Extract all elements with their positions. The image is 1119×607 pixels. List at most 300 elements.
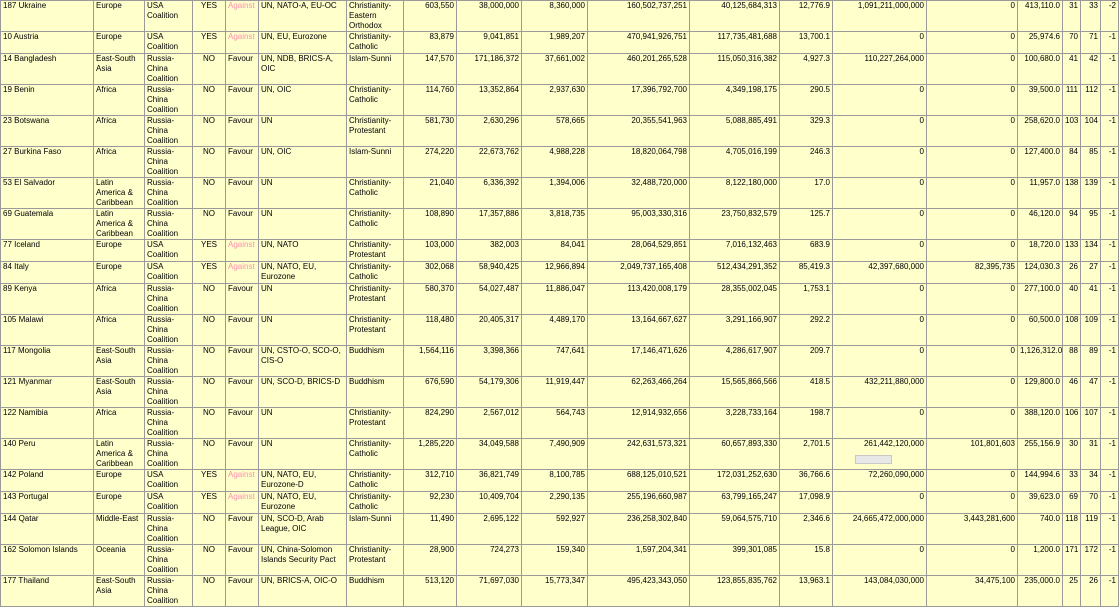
cell-region[interactable]: Europe [94, 470, 145, 492]
cell-region[interactable]: Africa [94, 408, 145, 439]
cell-rank-b[interactable]: 89 [1081, 346, 1101, 377]
cell-un-vote[interactable]: YES [193, 470, 226, 492]
cell-gdp-c[interactable]: 117,735,481,688 [690, 32, 780, 54]
cell-coalition[interactable]: Russia-China Coalition [145, 54, 193, 85]
cell-metric-g[interactable]: 127,400.0 [1018, 147, 1063, 178]
cell-metric-g[interactable]: 18,720.0 [1018, 240, 1063, 262]
cell-population[interactable]: 171,186,372 [457, 54, 522, 85]
cell-population[interactable]: 2,630,296 [457, 116, 522, 147]
cell-metric-d[interactable]: 12,776.9 [780, 1, 833, 32]
cell-gdp-a[interactable]: 37,661,002 [522, 54, 588, 85]
cell-delta[interactable]: -1 [1101, 514, 1119, 545]
cell-un-vote[interactable]: NO [193, 85, 226, 116]
cell-memberships[interactable]: UN [259, 439, 347, 470]
cell-metric-d[interactable]: 17.0 [780, 178, 833, 209]
cell-rank-b[interactable]: 27 [1081, 262, 1101, 284]
cell-delta[interactable]: -1 [1101, 470, 1119, 492]
cell-gdp-b[interactable]: 242,631,573,321 [588, 439, 690, 470]
cell-rank-b[interactable]: 31 [1081, 439, 1101, 470]
cell-rank-b[interactable]: 104 [1081, 116, 1101, 147]
cell-metric-e[interactable]: 0 [833, 492, 927, 514]
cell-region[interactable]: Latin America & Caribbean [94, 178, 145, 209]
cell-gdp-a[interactable]: 8,100,785 [522, 470, 588, 492]
cell-region[interactable]: Africa [94, 116, 145, 147]
cell-rank-b[interactable]: 112 [1081, 85, 1101, 116]
cell-gdp-b[interactable]: 688,125,010,521 [588, 470, 690, 492]
cell-metric-f[interactable]: 0 [927, 85, 1018, 116]
cell-metric-d[interactable]: 17,098.9 [780, 492, 833, 514]
cell-memberships[interactable]: UN, NATO, EU, Eurozone-D [259, 470, 347, 492]
cell-gdp-c[interactable]: 23,750,832,579 [690, 209, 780, 240]
cell-metric-g[interactable]: 277,100.0 [1018, 284, 1063, 315]
cell-gdp-c[interactable]: 4,349,198,175 [690, 85, 780, 116]
cell-religion[interactable]: Christianity-Catholic [347, 85, 404, 116]
cell-gdp-a[interactable]: 578,665 [522, 116, 588, 147]
cell-metric-e[interactable]: 0 [833, 85, 927, 116]
cell-memberships[interactable]: UN, OIC [259, 147, 347, 178]
cell-stance[interactable]: Favour [226, 439, 259, 470]
cell-gdp-b[interactable]: 160,502,737,251 [588, 1, 690, 32]
cell-rank-a[interactable]: 46 [1063, 377, 1081, 408]
cell-region[interactable]: Latin America & Caribbean [94, 209, 145, 240]
cell-metric-g[interactable]: 39,500.0 [1018, 85, 1063, 116]
cell-area[interactable]: 11,490 [404, 514, 457, 545]
cell-rank-b[interactable]: 109 [1081, 315, 1101, 346]
cell-region[interactable]: Africa [94, 315, 145, 346]
cell-gdp-a[interactable]: 2,290,135 [522, 492, 588, 514]
cell-gdp-b[interactable]: 32,488,720,000 [588, 178, 690, 209]
cell-metric-e[interactable]: 143,084,030,000 [833, 576, 927, 607]
cell-id-country[interactable]: 10 Austria [1, 32, 94, 54]
cell-un-vote[interactable]: NO [193, 54, 226, 85]
cell-religion[interactable]: Christianity-Catholic [347, 262, 404, 284]
cell-population[interactable]: 20,405,317 [457, 315, 522, 346]
cell-memberships[interactable]: UN, NATO, EU, Eurozone [259, 262, 347, 284]
cell-rank-a[interactable]: 31 [1063, 1, 1081, 32]
cell-metric-e[interactable]: 0 [833, 178, 927, 209]
cell-metric-e[interactable]: 42,397,680,000 [833, 262, 927, 284]
cell-religion[interactable]: Islam-Sunni [347, 54, 404, 85]
cell-region[interactable]: Europe [94, 262, 145, 284]
cell-delta[interactable]: -1 [1101, 377, 1119, 408]
cell-area[interactable]: 108,890 [404, 209, 457, 240]
cell-metric-g[interactable]: 124,030.3 [1018, 262, 1063, 284]
cell-metric-f[interactable]: 0 [927, 32, 1018, 54]
cell-gdp-c[interactable]: 399,301,085 [690, 545, 780, 576]
cell-metric-e[interactable]: 0 [833, 346, 927, 377]
cell-metric-g[interactable]: 1,200.0 [1018, 545, 1063, 576]
cell-coalition[interactable]: Russia-China Coalition [145, 576, 193, 607]
cell-gdp-a[interactable]: 1,989,207 [522, 32, 588, 54]
cell-coalition[interactable]: Russia-China Coalition [145, 346, 193, 377]
cell-metric-f[interactable]: 0 [927, 1, 1018, 32]
cell-rank-b[interactable]: 119 [1081, 514, 1101, 545]
cell-delta[interactable]: -1 [1101, 545, 1119, 576]
cell-region[interactable]: Europe [94, 1, 145, 32]
cell-population[interactable]: 54,179,306 [457, 377, 522, 408]
cell-metric-e[interactable]: 261,442,120,000 [833, 439, 927, 470]
cell-memberships[interactable]: UN [259, 178, 347, 209]
cell-rank-b[interactable]: 95 [1081, 209, 1101, 240]
cell-id-country[interactable]: 23 Botswana [1, 116, 94, 147]
cell-population[interactable]: 71,697,030 [457, 576, 522, 607]
cell-metric-f[interactable]: 3,443,281,600 [927, 514, 1018, 545]
cell-metric-e[interactable]: 1,091,211,000,000 [833, 1, 927, 32]
cell-region[interactable]: East-South Asia [94, 576, 145, 607]
cell-metric-e[interactable]: 0 [833, 240, 927, 262]
cell-rank-a[interactable]: 30 [1063, 439, 1081, 470]
cell-delta[interactable]: -1 [1101, 576, 1119, 607]
cell-delta[interactable]: -1 [1101, 147, 1119, 178]
cell-metric-g[interactable]: 25,974.6 [1018, 32, 1063, 54]
cell-gdp-c[interactable]: 5,088,885,491 [690, 116, 780, 147]
cell-population[interactable]: 9,041,851 [457, 32, 522, 54]
cell-rank-a[interactable]: 88 [1063, 346, 1081, 377]
cell-stance[interactable]: Against [226, 32, 259, 54]
cell-un-vote[interactable]: NO [193, 439, 226, 470]
cell-region[interactable]: Africa [94, 284, 145, 315]
cell-gdp-a[interactable]: 7,490,909 [522, 439, 588, 470]
cell-metric-g[interactable]: 255,156.9 [1018, 439, 1063, 470]
cell-un-vote[interactable]: YES [193, 1, 226, 32]
cell-gdp-a[interactable]: 11,919,447 [522, 377, 588, 408]
cell-population[interactable]: 6,336,392 [457, 178, 522, 209]
cell-memberships[interactable]: UN [259, 284, 347, 315]
cell-gdp-c[interactable]: 59,064,575,710 [690, 514, 780, 545]
cell-metric-f[interactable]: 0 [927, 315, 1018, 346]
cell-un-vote[interactable]: NO [193, 178, 226, 209]
cell-region[interactable]: Europe [94, 240, 145, 262]
cell-coalition[interactable]: Russia-China Coalition [145, 315, 193, 346]
cell-metric-f[interactable]: 0 [927, 408, 1018, 439]
cell-stance[interactable]: Favour [226, 576, 259, 607]
cell-metric-g[interactable]: 144,994.6 [1018, 470, 1063, 492]
cell-gdp-a[interactable]: 3,818,735 [522, 209, 588, 240]
cell-gdp-b[interactable]: 470,941,926,751 [588, 32, 690, 54]
cell-population[interactable]: 382,003 [457, 240, 522, 262]
cell-id-country[interactable]: 117 Mongolia [1, 346, 94, 377]
cell-population[interactable]: 54,027,487 [457, 284, 522, 315]
cell-gdp-a[interactable]: 84,041 [522, 240, 588, 262]
cell-stance[interactable]: Against [226, 1, 259, 32]
cell-gdp-c[interactable]: 512,434,291,352 [690, 262, 780, 284]
cell-metric-e[interactable]: 0 [833, 315, 927, 346]
cell-region[interactable]: Oceania [94, 545, 145, 576]
cell-delta[interactable]: -1 [1101, 116, 1119, 147]
cell-gdp-c[interactable]: 4,286,617,907 [690, 346, 780, 377]
cell-metric-f[interactable]: 0 [927, 346, 1018, 377]
cell-area[interactable]: 513,120 [404, 576, 457, 607]
cell-memberships[interactable]: UN, OIC [259, 85, 347, 116]
cell-gdp-c[interactable]: 15,565,866,566 [690, 377, 780, 408]
cell-metric-d[interactable]: 125.7 [780, 209, 833, 240]
cell-metric-d[interactable]: 2,701.5 [780, 439, 833, 470]
cell-metric-f[interactable]: 0 [927, 545, 1018, 576]
cell-id-country[interactable]: 69 Guatemala [1, 209, 94, 240]
cell-gdp-b[interactable]: 18,820,064,798 [588, 147, 690, 178]
cell-area[interactable]: 603,550 [404, 1, 457, 32]
cell-coalition[interactable]: Russia-China Coalition [145, 439, 193, 470]
cell-region[interactable]: Europe [94, 32, 145, 54]
cell-stance[interactable]: Favour [226, 209, 259, 240]
cell-coalition[interactable]: Russia-China Coalition [145, 116, 193, 147]
cell-coalition[interactable]: USA Coalition [145, 32, 193, 54]
cell-gdp-c[interactable]: 8,122,180,000 [690, 178, 780, 209]
cell-gdp-c[interactable]: 60,657,893,330 [690, 439, 780, 470]
cell-gdp-c[interactable]: 63,799,165,247 [690, 492, 780, 514]
cell-region[interactable]: East-South Asia [94, 346, 145, 377]
cell-religion[interactable]: Christianity-Protestant [347, 284, 404, 315]
cell-area[interactable]: 92,230 [404, 492, 457, 514]
cell-metric-d[interactable]: 329.3 [780, 116, 833, 147]
cell-region[interactable]: East-South Asia [94, 54, 145, 85]
cell-gdp-a[interactable]: 8,360,000 [522, 1, 588, 32]
cell-religion[interactable]: Christianity-Catholic [347, 178, 404, 209]
cell-gdp-b[interactable]: 113,420,008,179 [588, 284, 690, 315]
cell-metric-e[interactable]: 0 [833, 32, 927, 54]
cell-area[interactable]: 824,290 [404, 408, 457, 439]
cell-coalition[interactable]: Russia-China Coalition [145, 147, 193, 178]
cell-coalition[interactable]: Russia-China Coalition [145, 514, 193, 545]
cell-gdp-c[interactable]: 4,705,016,199 [690, 147, 780, 178]
cell-population[interactable]: 2,695,122 [457, 514, 522, 545]
cell-gdp-b[interactable]: 28,064,529,851 [588, 240, 690, 262]
cell-gdp-a[interactable]: 747,641 [522, 346, 588, 377]
cell-metric-f[interactable]: 34,475,100 [927, 576, 1018, 607]
cell-metric-f[interactable]: 0 [927, 54, 1018, 85]
cell-metric-e[interactable]: 110,227,264,000 [833, 54, 927, 85]
cell-id-country[interactable]: 143 Portugal [1, 492, 94, 514]
cell-coalition[interactable]: USA Coalition [145, 240, 193, 262]
cell-gdp-b[interactable]: 17,146,471,626 [588, 346, 690, 377]
cell-metric-e[interactable]: 0 [833, 147, 927, 178]
cell-rank-a[interactable]: 94 [1063, 209, 1081, 240]
cell-stance[interactable]: Favour [226, 116, 259, 147]
cell-memberships[interactable]: UN [259, 116, 347, 147]
cell-gdp-b[interactable]: 13,164,667,627 [588, 315, 690, 346]
cell-population[interactable]: 13,352,864 [457, 85, 522, 116]
cell-gdp-b[interactable]: 62,263,466,264 [588, 377, 690, 408]
cell-stance[interactable]: Favour [226, 284, 259, 315]
cell-un-vote[interactable]: NO [193, 408, 226, 439]
cell-metric-g[interactable]: 235,000.0 [1018, 576, 1063, 607]
cell-coalition[interactable]: USA Coalition [145, 1, 193, 32]
cell-memberships[interactable]: UN, China-Solomon Islands Security Pact [259, 545, 347, 576]
cell-id-country[interactable]: 187 Ukraine [1, 1, 94, 32]
cell-rank-b[interactable]: 26 [1081, 576, 1101, 607]
cell-stance[interactable]: Favour [226, 315, 259, 346]
cell-delta[interactable]: -1 [1101, 240, 1119, 262]
cell-coalition[interactable]: Russia-China Coalition [145, 408, 193, 439]
cell-gdp-c[interactable]: 123,855,835,762 [690, 576, 780, 607]
cell-memberships[interactable]: UN [259, 315, 347, 346]
cell-delta[interactable]: -1 [1101, 346, 1119, 377]
cell-metric-e[interactable]: 0 [833, 209, 927, 240]
cell-memberships[interactable]: UN, SCO-D, Arab League, OIC [259, 514, 347, 545]
cell-memberships[interactable]: UN, NATO, EU, Eurozone [259, 492, 347, 514]
cell-id-country[interactable]: 77 Iceland [1, 240, 94, 262]
cell-metric-d[interactable]: 13,963.1 [780, 576, 833, 607]
cell-rank-a[interactable]: 26 [1063, 262, 1081, 284]
cell-id-country[interactable]: 122 Namibia [1, 408, 94, 439]
cell-gdp-a[interactable]: 4,988,228 [522, 147, 588, 178]
cell-delta[interactable]: -1 [1101, 209, 1119, 240]
cell-rank-a[interactable]: 84 [1063, 147, 1081, 178]
cell-id-country[interactable]: 162 Solomon Islands [1, 545, 94, 576]
cell-area[interactable]: 114,760 [404, 85, 457, 116]
cell-gdp-a[interactable]: 2,937,630 [522, 85, 588, 116]
cell-stance[interactable]: Favour [226, 147, 259, 178]
cell-population[interactable]: 17,357,886 [457, 209, 522, 240]
cell-area[interactable]: 83,879 [404, 32, 457, 54]
cell-un-vote[interactable]: YES [193, 32, 226, 54]
cell-religion[interactable]: Christianity-Protestant [347, 315, 404, 346]
cell-metric-g[interactable]: 740.0 [1018, 514, 1063, 545]
horizontal-scrollbar[interactable] [855, 455, 892, 464]
cell-stance[interactable]: Against [226, 492, 259, 514]
cell-population[interactable]: 10,409,704 [457, 492, 522, 514]
cell-metric-g[interactable]: 129,800.0 [1018, 377, 1063, 408]
cell-rank-b[interactable]: 71 [1081, 32, 1101, 54]
cell-area[interactable]: 21,040 [404, 178, 457, 209]
cell-rank-b[interactable]: 139 [1081, 178, 1101, 209]
cell-rank-a[interactable]: 70 [1063, 32, 1081, 54]
cell-coalition[interactable]: USA Coalition [145, 492, 193, 514]
cell-gdp-a[interactable]: 159,340 [522, 545, 588, 576]
cell-metric-e[interactable]: 0 [833, 408, 927, 439]
cell-un-vote[interactable]: YES [193, 240, 226, 262]
cell-id-country[interactable]: 121 Myanmar [1, 377, 94, 408]
cell-gdp-a[interactable]: 15,773,347 [522, 576, 588, 607]
cell-metric-g[interactable]: 60,500.0 [1018, 315, 1063, 346]
cell-rank-a[interactable]: 40 [1063, 284, 1081, 315]
cell-un-vote[interactable]: NO [193, 514, 226, 545]
cell-area[interactable]: 274,220 [404, 147, 457, 178]
cell-metric-g[interactable]: 39,623.0 [1018, 492, 1063, 514]
cell-coalition[interactable]: Russia-China Coalition [145, 377, 193, 408]
cell-population[interactable]: 3,398,366 [457, 346, 522, 377]
cell-stance[interactable]: Favour [226, 408, 259, 439]
cell-rank-b[interactable]: 172 [1081, 545, 1101, 576]
cell-memberships[interactable]: UN, BRICS-A, OIC-O [259, 576, 347, 607]
cell-delta[interactable]: -1 [1101, 284, 1119, 315]
cell-metric-e[interactable]: 0 [833, 545, 927, 576]
cell-memberships[interactable]: UN, NDB, BRICS-A, OIC [259, 54, 347, 85]
cell-metric-g[interactable]: 1,126,312.0 [1018, 346, 1063, 377]
cell-metric-d[interactable]: 246.3 [780, 147, 833, 178]
cell-delta[interactable]: -1 [1101, 315, 1119, 346]
cell-gdp-b[interactable]: 20,355,541,963 [588, 116, 690, 147]
cell-memberships[interactable]: UN, CSTO-O, SCO-O, CIS-O [259, 346, 347, 377]
cell-gdp-c[interactable]: 3,228,733,164 [690, 408, 780, 439]
cell-un-vote[interactable]: NO [193, 346, 226, 377]
cell-metric-f[interactable]: 0 [927, 470, 1018, 492]
cell-metric-g[interactable]: 258,620.0 [1018, 116, 1063, 147]
cell-population[interactable]: 36,821,749 [457, 470, 522, 492]
cell-metric-f[interactable]: 0 [927, 284, 1018, 315]
cell-id-country[interactable]: 177 Thailand [1, 576, 94, 607]
cell-stance[interactable]: Favour [226, 85, 259, 116]
cell-religion[interactable]: Christianity-Eastern Orthodox [347, 1, 404, 32]
cell-metric-e[interactable]: 432,211,880,000 [833, 377, 927, 408]
cell-area[interactable]: 118,480 [404, 315, 457, 346]
cell-metric-e[interactable]: 24,665,472,000,000 [833, 514, 927, 545]
cell-religion[interactable]: Christianity-Protestant [347, 545, 404, 576]
cell-metric-f[interactable]: 0 [927, 209, 1018, 240]
cell-un-vote[interactable]: NO [193, 377, 226, 408]
cell-coalition[interactable]: USA Coalition [145, 470, 193, 492]
cell-coalition[interactable]: Russia-China Coalition [145, 209, 193, 240]
cell-un-vote[interactable]: NO [193, 116, 226, 147]
cell-religion[interactable]: Islam-Sunni [347, 514, 404, 545]
cell-metric-d[interactable]: 13,700.1 [780, 32, 833, 54]
cell-stance[interactable]: Favour [226, 377, 259, 408]
cell-stance[interactable]: Against [226, 262, 259, 284]
cell-rank-b[interactable]: 70 [1081, 492, 1101, 514]
cell-stance[interactable]: Favour [226, 545, 259, 576]
cell-metric-f[interactable]: 0 [927, 377, 1018, 408]
cell-metric-g[interactable]: 388,120.0 [1018, 408, 1063, 439]
cell-region[interactable]: Middle-East [94, 514, 145, 545]
cell-delta[interactable]: -1 [1101, 408, 1119, 439]
cell-metric-e[interactable]: 72,260,090,000 [833, 470, 927, 492]
cell-religion[interactable]: Islam-Sunni [347, 147, 404, 178]
cell-gdp-c[interactable]: 7,016,132,463 [690, 240, 780, 262]
cell-gdp-a[interactable]: 12,966,894 [522, 262, 588, 284]
cell-metric-d[interactable]: 418.5 [780, 377, 833, 408]
cell-gdp-b[interactable]: 2,049,737,165,408 [588, 262, 690, 284]
cell-memberships[interactable]: UN, NATO-A, EU-OC [259, 1, 347, 32]
cell-religion[interactable]: Christianity-Catholic [347, 209, 404, 240]
cell-area[interactable]: 302,068 [404, 262, 457, 284]
cell-population[interactable]: 22,673,762 [457, 147, 522, 178]
cell-metric-g[interactable]: 46,120.0 [1018, 209, 1063, 240]
cell-gdp-a[interactable]: 4,489,170 [522, 315, 588, 346]
cell-un-vote[interactable]: YES [193, 262, 226, 284]
cell-delta[interactable]: -1 [1101, 54, 1119, 85]
cell-gdp-b[interactable]: 95,003,330,316 [588, 209, 690, 240]
cell-stance[interactable]: Favour [226, 346, 259, 377]
cell-id-country[interactable]: 84 Italy [1, 262, 94, 284]
cell-delta[interactable]: -1 [1101, 32, 1119, 54]
cell-rank-b[interactable]: 33 [1081, 1, 1101, 32]
cell-religion[interactable]: Christianity-Protestant [347, 116, 404, 147]
cell-area[interactable]: 147,570 [404, 54, 457, 85]
cell-metric-f[interactable]: 0 [927, 116, 1018, 147]
cell-rank-b[interactable]: 134 [1081, 240, 1101, 262]
cell-metric-g[interactable]: 100,680.0 [1018, 54, 1063, 85]
cell-metric-d[interactable]: 4,927.3 [780, 54, 833, 85]
cell-area[interactable]: 103,000 [404, 240, 457, 262]
cell-rank-b[interactable]: 85 [1081, 147, 1101, 178]
cell-id-country[interactable]: 140 Peru [1, 439, 94, 470]
cell-region[interactable]: Europe [94, 492, 145, 514]
cell-un-vote[interactable]: NO [193, 147, 226, 178]
cell-region[interactable]: East-South Asia [94, 377, 145, 408]
cell-population[interactable]: 34,049,588 [457, 439, 522, 470]
cell-rank-b[interactable]: 41 [1081, 284, 1101, 315]
cell-rank-b[interactable]: 107 [1081, 408, 1101, 439]
cell-gdp-a[interactable]: 592,927 [522, 514, 588, 545]
cell-area[interactable]: 676,590 [404, 377, 457, 408]
cell-id-country[interactable]: 105 Malawi [1, 315, 94, 346]
cell-delta[interactable]: -1 [1101, 85, 1119, 116]
cell-metric-d[interactable]: 1,753.1 [780, 284, 833, 315]
cell-metric-d[interactable]: 198.7 [780, 408, 833, 439]
cell-rank-b[interactable]: 47 [1081, 377, 1101, 408]
cell-religion[interactable]: Christianity-Catholic [347, 470, 404, 492]
cell-un-vote[interactable]: NO [193, 284, 226, 315]
